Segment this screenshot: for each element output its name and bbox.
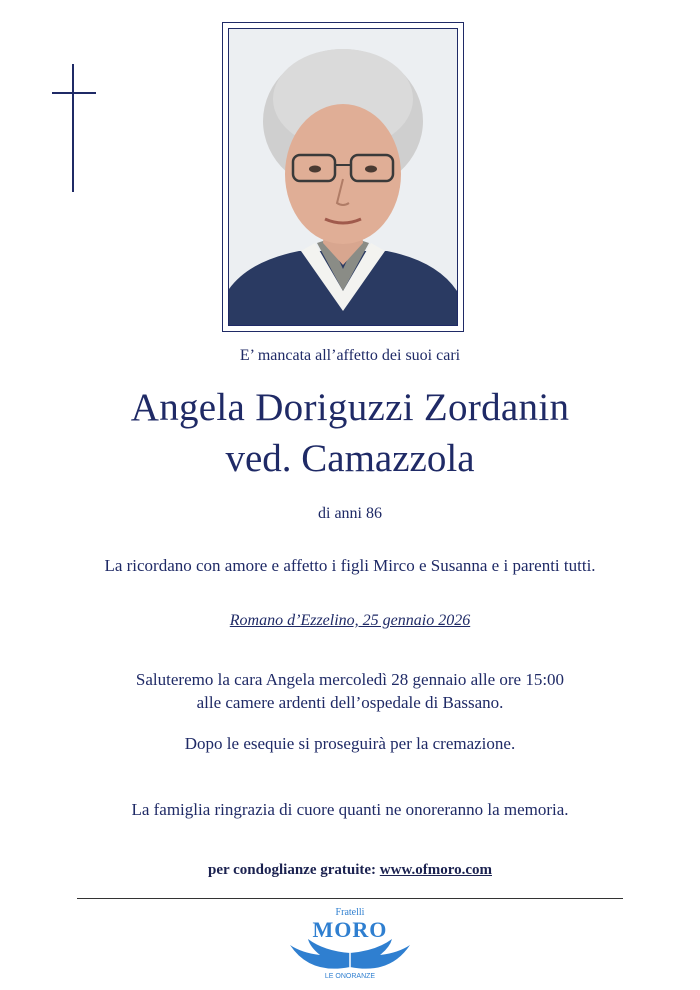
portrait-photo — [228, 28, 458, 326]
divider — [77, 898, 623, 899]
widow-of-name: ved. Camazzola — [225, 437, 475, 480]
place-date: Romano d’Ezzelino, 25 gennaio 2026 — [229, 612, 471, 629]
condolences-label: per condoglianze gratuite: — [208, 862, 377, 878]
farewell-line-1: Saluteremo la cara Angela mercoledì 28 gennaio alle ore 15:00 — [135, 670, 565, 689]
portrait-frame — [222, 22, 464, 332]
cross-icon — [52, 64, 96, 192]
funeral-home-logo — [280, 905, 420, 985]
logo-top-text: Fratelli — [335, 907, 365, 918]
thanks-text: La famiglia ringrazia di cuore quanti ne onoreranno la memoria. — [131, 800, 569, 819]
age-text: di anni 86 — [318, 505, 382, 522]
condolences-line — [0, 862, 700, 879]
place-date-wrapper — [0, 612, 700, 630]
remembered-by-text: La ricordano con amore e affetto i figli Mirco e Susanna e i parenti tutti. — [104, 556, 596, 575]
deceased-name: Angela Doriguzzi Zordanin — [130, 386, 570, 429]
farewell-line-2: alle camere ardenti dell’ospedale di Bassano. — [196, 693, 504, 712]
condolences-link[interactable]: www.ofmoro.com — [379, 862, 492, 878]
logo-bottom-text: LE ONORANZE — [324, 973, 376, 980]
cremation-text: Dopo le esequie si proseguirà per la cremazione. — [184, 734, 516, 753]
intro-text: E’ mancata all’affetto dei suoi cari — [239, 347, 461, 364]
logo-main-text: MORO — [312, 917, 388, 942]
